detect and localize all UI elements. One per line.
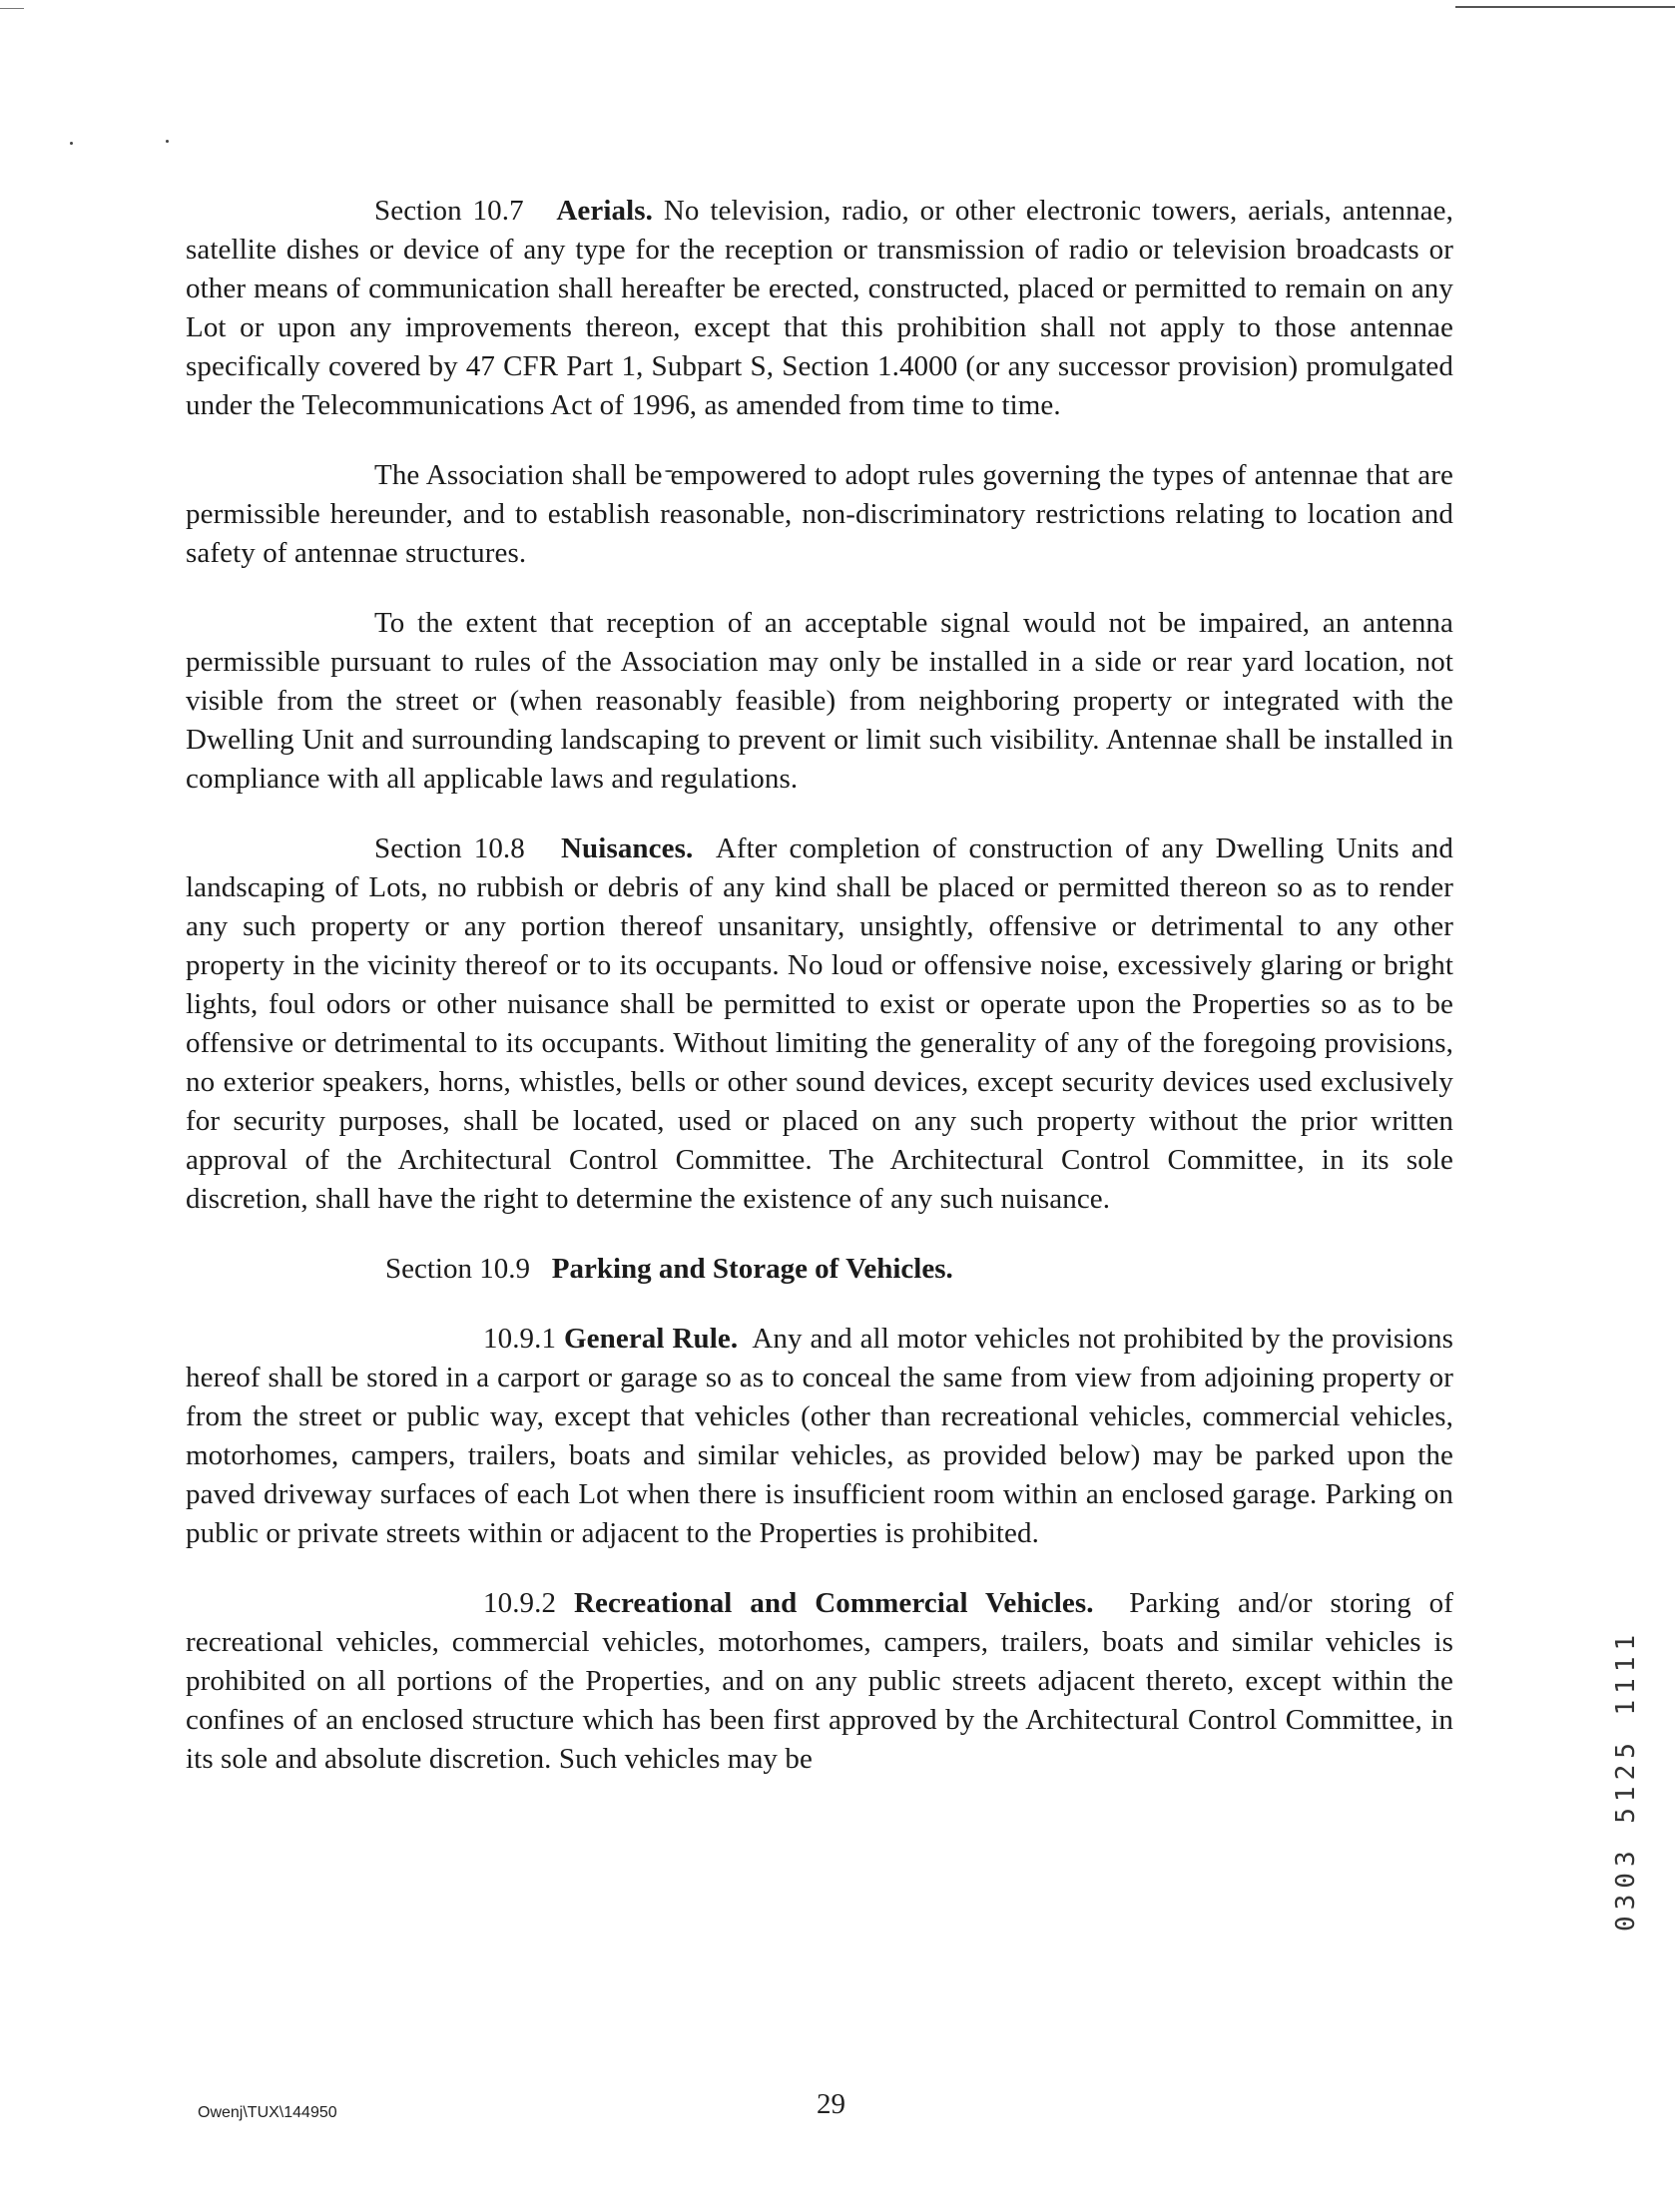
paragraph-text: To the extent that reception of an acceptable signal would not be impaired, an antenna permissible pursuant to rules of the Association may only be installed in a side or rear yard location, not visible from the street or (when reasonably feasible) from neighboring property or integrated with the Dwelling Unit and surrounding landscaping to prevent or limit such visibility. Antennae shall be installed in compliance with all applicable laws and regulations. — [186, 607, 1453, 795]
footer-file-reference: Owenj\TUX\144950 — [198, 2104, 337, 2121]
section-10-8-paragraph — [186, 830, 1453, 1219]
section-number: Section 10.8 — [374, 832, 525, 864]
scan-top-tick — [0, 8, 24, 9]
section-number: Section 10.7 — [374, 195, 524, 227]
scan-speck — [70, 142, 73, 145]
section-10-9-2-paragraph — [186, 1584, 1453, 1779]
section-heading: Recreational and Commercial Vehicles. — [573, 1587, 1094, 1619]
margin-recording-stamp — [1605, 1557, 1645, 1936]
section-10-9-heading — [186, 1250, 1453, 1289]
section-number: Section 10.9 — [385, 1253, 530, 1285]
antenna-rules-paragraph — [186, 456, 1453, 573]
antenna-location-paragraph — [186, 604, 1453, 799]
scan-speck — [166, 140, 169, 143]
paragraph-text: The Association shall be empowered to adopt rules governing the types of antennae that are permissible hereunder, and to establish reasonable, non-discriminatory restrictions relating to location and safety of antennae structures. — [186, 459, 1453, 569]
section-heading: General Rule. — [564, 1323, 739, 1355]
stamp-text: 0303 5125 1111 — [1611, 1628, 1641, 1932]
section-10-7-paragraph — [186, 192, 1453, 425]
page-number: 29 — [817, 2088, 845, 2120]
section-heading: Parking and Storage of Vehicles. — [551, 1253, 953, 1285]
section-10-9-1-paragraph — [186, 1320, 1453, 1553]
scan-top-rule — [1455, 6, 1675, 8]
section-body: No television, radio, or other electronic towers, aerials, antennae, satellite dishes or device of any type for the reception or transmission of radio or television broadcasts or other means of communication shall hereafter be erected, constructed, placed or permitted to remain on any Lot or upon any improvements thereon, except that this prohibition shall not apply to those antennae specifically covered by 47 CFR Part 1, Subpart S, Section 1.4000 (or any successor provision) promulgated under the Telecommunications Act of 1996, as amended from time to time. — [186, 195, 1453, 421]
section-number: 10.9.1 — [483, 1323, 557, 1355]
section-number: 10.9.2 — [483, 1587, 557, 1619]
section-body: Parking and/or storing of recreational vehicles, commercial vehicles, motorhomes, campers, trailers, boats and similar vehicles is prohibited on all portions of the Properties, and on any public streets adjacent thereto, except within the confines of an enclosed structure which has been first approved by the Architectural Control Committee, in its sole and absolute discretion. Such vehicles may be — [186, 1587, 1453, 1775]
section-body: After completion of construction of any Dwelling Units and landscaping of Lots, no rubbish or debris of any kind shall be placed or permitted thereon so as to render any such property or any portion thereof unsanitary, unsightly, offensive or detrimental to any other property in the vicinity thereof or to its occupants. No loud or offensive noise, excessively glaring or bright lights, foul odors or other nuisance shall be permitted to exist or operate upon the Properties so as to be offensive or detrimental to its occupants. Without limiting the generality of any of the foregoing provisions, no exterior speakers, horns, whistles, bells or other sound devices, except security devices used exclusively for security purposes, shall be located, used or placed on any such property without the prior written approval of the Architectural Control Committee. The Architectural Control Committee, in its sole discretion, shall have the right to determine the existence of any such nuisance. — [186, 832, 1453, 1215]
section-heading: Aerials. — [556, 195, 653, 227]
section-heading: Nuisances. — [561, 832, 694, 864]
section-body: Any and all motor vehicles not prohibited by the provisions hereof shall be stored in a carport or garage so as to conceal the same from view from adjoining property or from the street or public way, except that vehicles (other than recreational vehicles, commercial vehicles, motorhomes, campers, trailers, boats and similar vehicles, as provided below) may be parked upon the paved driveway surfaces of each Lot when there is insufficient room within an enclosed garage. Parking on public or private streets within or adjacent to the Properties is prohibited. — [186, 1323, 1453, 1549]
document-page — [186, 192, 1453, 1810]
